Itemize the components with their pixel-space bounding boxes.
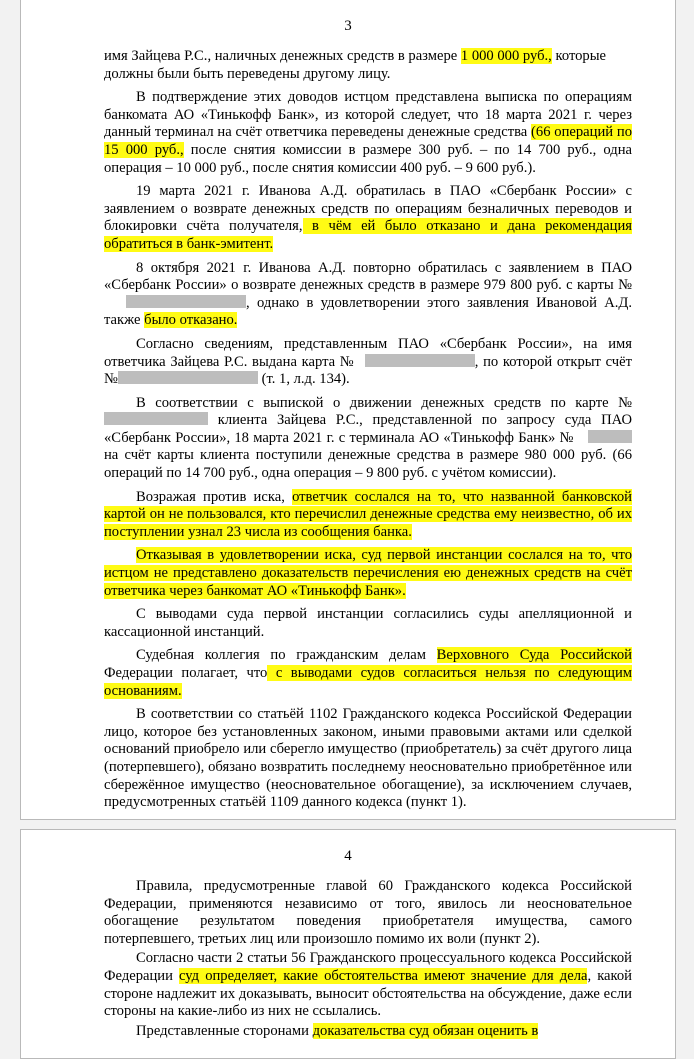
paragraph [104,547,632,600]
text-run: С выводами суда первой инстанции согласились суды апелляционной и кассационной инстанций. [104,606,632,640]
paragraph [104,706,632,812]
page-body [104,48,632,812]
document-page-4 [20,829,676,1059]
paragraph [104,260,632,330]
text-run: на счёт карты клиента поступили денежные средства в размере 980 000 руб. (66 операций по 14 700 руб., одна операция – 9 800 руб. с учётом комиссии). [104,447,632,482]
text-run: , однако в удовлетворении этого заявления Ивановой А.Д. также [104,294,632,329]
paragraph [104,395,632,483]
paragraph [104,183,632,253]
text-run: Федерации полагает, что [104,665,268,681]
highlight: 1 000 000 руб., [460,48,552,64]
highlight: Отказывая в удовлетворении иска, суд первой инстанции сослался на то, что истцом не представлено доказательств перечисления ею денежных средств на счёт ответчика через банкомат АО «Тинькофф Банк». [104,547,632,599]
text-run: имя Зайцева Р.С., наличных денежных средств в размере [104,48,461,64]
page-body [104,878,632,1040]
redacted-block [365,354,475,367]
text-run: , по которой открыт счёт № [104,353,632,388]
paragraph [104,48,632,83]
text-run: Согласно части 2 статьи 56 Гражданского процессуального кодекса Российской Федерации [104,950,632,984]
highlight: Верховного Суда Российской [436,647,632,664]
text-run: которые [551,48,607,64]
highlight: (66 операций по 15 000 руб., [104,124,632,158]
text-run: 19 марта 2021 г. Иванова А.Д. обратилась в ПАО «Сбербанк России» с заявлением о возврате денежных средств по операциям безналичных переводов и блокировки счёта получателя, [104,183,632,235]
text-run: В соответствии со статьёй 1102 Гражданского кодекса Российской Федерации лицо, которое без установленных законом, иными правовыми актами или сделкой оснований приобрело или сберегло имущество (приобретатель) за счёт другого лица (потерпевшего), обязано возвратить последнему неосновательно приобретённое или сбережённое имущество (неосновательное обогащение), за исключением случаев, предусмотренных статьёй 1109 данного кодекса (пункт 1). [104,706,632,811]
document-page-3 [20,0,676,820]
text-run: Возражая против иска, [136,488,293,505]
redacted-block [104,412,208,425]
paragraph [104,336,632,389]
highlight: было отказано. [144,312,238,329]
text-run: клиента Зайцева Р.С., представленной по запросу суда ПАО «Сбербанк России», 18 марта 2021 г. с терминала АО «Тинькофф Банк» № [104,412,632,446]
page-number: 3 [344,18,352,34]
text-run: В соответствии с выпиской о движении денежных средств по карте № [136,394,632,411]
highlight: с выводами судов согласиться нельзя по следующим основаниям. [104,665,632,699]
paragraph [104,489,632,542]
text-run: Представленные сторонами [136,1022,313,1039]
text-run: после снятия комиссии в размере 300 руб. – по 14 700 руб., одна операция – 10 000 руб., после снятия комиссии 400 руб. – 9 600 руб.). [104,141,632,176]
redacted-block [118,371,258,384]
paragraph [104,606,632,641]
highlight: доказательства суд обязан оценить в [312,1022,539,1039]
paragraph [104,950,632,1020]
text-run: Судебная коллегия по гражданским делам [136,647,437,664]
text-run: Правила, предусмотренные главой 60 Гражданского кодекса Российской Федерации, применяются независимо от того, явилось ли неосновательное обогащение результатом поведения приобретателя имущества, самого потерпевшего, третьих лиц или произошло помимо их воли (пункт 2). [104,878,632,947]
paragraph [104,647,632,700]
page-number: 4 [344,848,352,864]
highlight: ответчик сослался на то, что названной банковской картой он не пользовался, кто перечислил денежные средства ему неизвестно, об их поступлении узнал 23 числа из сообщения банка. [104,488,632,540]
redacted-block [588,430,632,443]
paragraph [104,1023,632,1041]
paragraph [104,878,632,948]
text-run: 8 октября 2021 г. Иванова А.Д. повторно обратилась с заявлением в ПАО «Сбербанк России» о возврате денежных средств в размере 979 800 руб. с карты № [104,259,632,294]
text-run: Согласно сведениям, представленным ПАО «Сбербанк России», на имя ответчика Зайцева Р.С. выдана карта № [104,335,632,370]
paragraph [104,89,632,177]
text-run: (т. 1, л.д. 134). [257,371,350,388]
text-run: , какой стороне надлежит их доказывать, выносит обстоятельства на обсуждение, даже если стороны на какие-либо из них не ссылались. [104,967,632,1020]
highlight: суд определяет, какие обстоятельства имеют значение для дела [179,967,588,984]
redacted-block [126,295,246,308]
text-run: В подтверждение этих доводов истцом представлена выписка по операциям банкомата АО «Тинькофф Банк», из которой следует, что 18 марта 2021 г. через данный терминал на счёт ответчика переведены денежные средства [104,89,632,141]
text-run: должны были быть переведены другому лицу. [104,65,391,82]
highlight: в чём ей было отказано и дана рекомендация обратиться в банк-эмитент. [104,218,632,252]
